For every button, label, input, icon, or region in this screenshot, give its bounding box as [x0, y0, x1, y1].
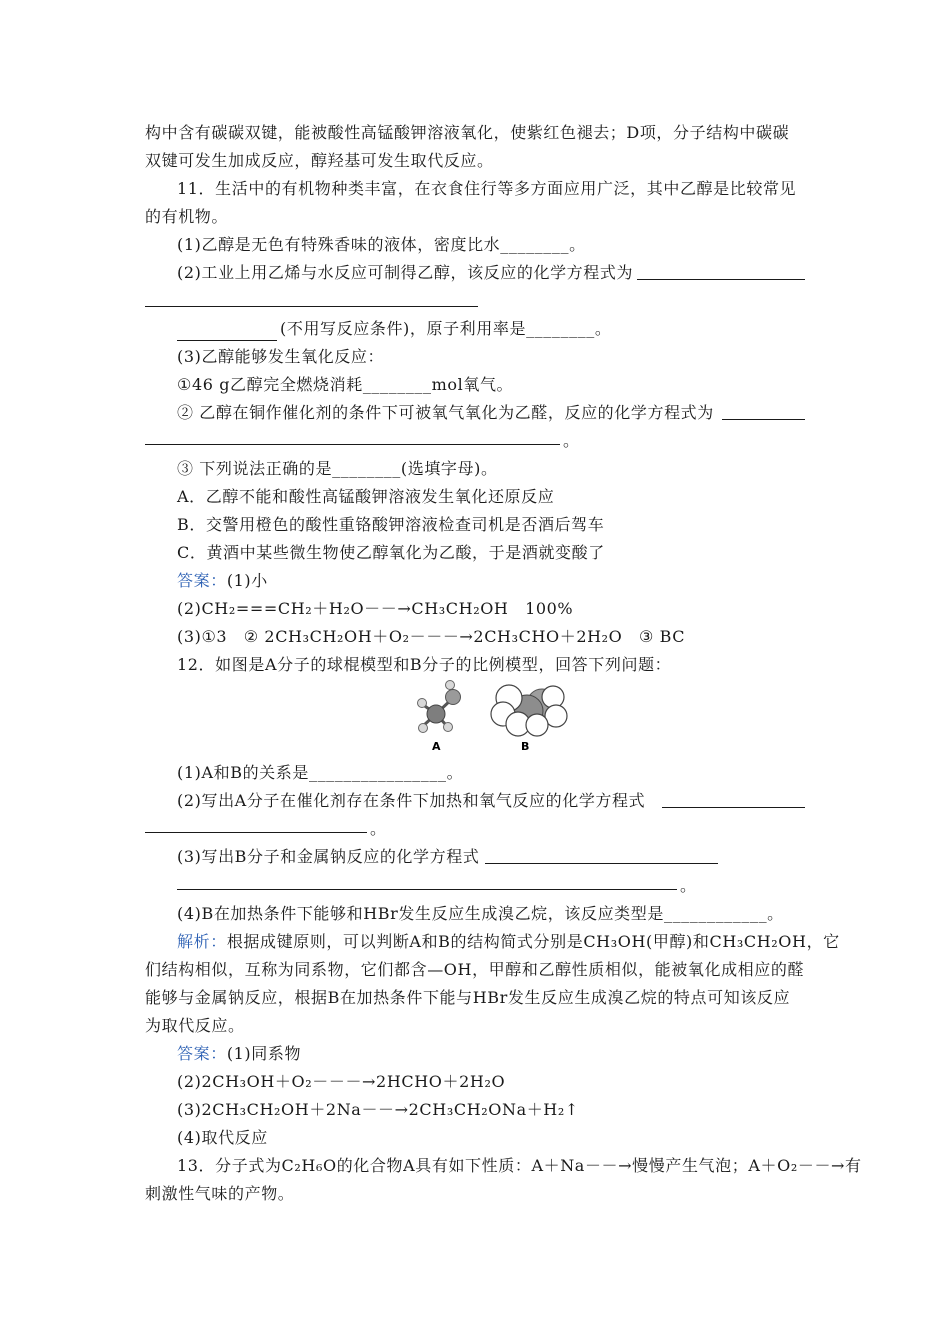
answer-blank-line — [177, 889, 677, 890]
question-12-part-3: (3)写出B分子和金属钠反应的化学方程式 — [177, 847, 480, 866]
answer-blank-line — [177, 340, 277, 341]
question-12-stem: 12．如图是A分子的球棍模型和B分子的比例模型，回答下列问题： — [177, 655, 672, 674]
answer-blank-line — [722, 419, 805, 420]
figure-label-b: B — [521, 740, 530, 753]
period-mark: 。 — [370, 819, 387, 838]
question-12-part-4: (4)B在加热条件下能够和HBr发生反应生成溴乙烷，该反应类型是____________。 — [177, 904, 784, 923]
question-12-part-2: (2)写出A分子在催化剂存在条件下加热和氧气反应的化学方程式 — [177, 791, 646, 810]
answer-label: 答案： — [177, 1044, 227, 1063]
analysis-label: 解析： — [177, 932, 227, 951]
question-11-part-2-cont: (不用写反应条件)，原子利用率是________。 — [280, 319, 612, 338]
answer-label: 答案： — [177, 571, 227, 590]
analysis-line-2: 们结构相似，互称为同系物，它们都含—OH，甲醇和乙醇性质相似，能被氧化成相应的醛 — [145, 960, 805, 979]
question-11-part-3: (3)乙醇能够发生氧化反应： — [177, 347, 385, 366]
answer-blank-line — [145, 832, 367, 833]
question-11-part-3-sub-3: ③ 下列说法正确的是________(选填字母)。 — [177, 459, 498, 478]
answer-12-line-3: (3)2CH₃CH₂OH＋2Na－－→2CH₃CH₂ONa＋H₂↑ — [177, 1100, 579, 1119]
question-13-stem-cont: 刺激性气味的产物。 — [145, 1184, 295, 1203]
option-c: C．黄酒中某些微生物使乙醇氧化为乙酸，于是酒就变酸了 — [177, 543, 605, 562]
answer-11-line-2: (2)CH₂===CH₂＋H₂O－－→CH₃CH₂OH 100% — [177, 599, 574, 618]
analysis-line-1 — [177, 931, 840, 953]
answer-12-line-4: (4)取代反应 — [177, 1128, 268, 1147]
question-11-part-3-sub-2: ② 乙醇在铜作催化剂的条件下可被氧气氧化为乙醛，反应的化学方程式为 — [177, 403, 714, 422]
ball-and-stick-model-a — [418, 681, 461, 733]
question-11-part-3-sub-1: ①46 g乙醇完全燃烧消耗________mol氧气。 — [177, 375, 514, 394]
period-mark: 。 — [680, 876, 697, 895]
molecule-models-figure — [405, 680, 585, 756]
answer-blank-line — [145, 306, 478, 307]
answer-blank-line — [485, 863, 718, 864]
option-a: A．乙醇不能和酸性高锰酸钾溶液发生氧化还原反应 — [177, 487, 555, 506]
answer-12-line-2: (2)2CH₃OH＋O₂－－－→2HCHO＋2H₂O — [177, 1072, 506, 1091]
question-12-part-1: (1)A和B的关系是________________。 — [177, 763, 464, 782]
question-11-part-2: (2)工业上用乙烯与水反应可制得乙醇，该反应的化学方程式为 — [177, 263, 634, 282]
answer-blank-line — [637, 279, 805, 280]
space-filling-model-b — [491, 685, 567, 736]
answer-blank-line — [145, 444, 560, 445]
answer-text: (1)同系物 — [226, 1044, 302, 1063]
answer-11-line-1 — [177, 570, 268, 592]
question-11-part-1: (1)乙醇是无色有特殊香味的液体，密度比水________。 — [177, 235, 586, 254]
question-11-stem-cont: 的有机物。 — [145, 207, 229, 226]
figure-label-a: A — [432, 740, 441, 753]
option-b: B．交警用橙色的酸性重铬酸钾溶液检查司机是否酒后驾车 — [177, 515, 605, 534]
analysis-line-4: 为取代反应。 — [145, 1016, 245, 1035]
question-11-stem: 11．生活中的有机物种类丰富，在衣食住行等多方面应用广泛，其中乙醇是比较常见 — [177, 179, 797, 198]
answer-blank-line — [662, 807, 805, 808]
analysis-text: 根据成键原则，可以判断A和B的结构简式分别是CH₃OH(甲醇)和CH₃CH₂OH，它 — [226, 932, 840, 951]
answer-text: (1)小 — [226, 571, 268, 590]
period-mark: 。 — [563, 431, 580, 450]
question-13-stem: 13．分子式为C₂H₆O的化合物A具有如下性质：A＋Na－－→慢慢产生气泡；A＋O₂－－→有 — [177, 1156, 862, 1175]
text-line: 构中含有碳碳双键，能被酸性高锰酸钾溶液氧化，使紫红色褪去；D项，分子结构中碳碳 — [145, 123, 790, 142]
answer-11-line-3: (3)①3 ② 2CH₃CH₂OH＋O₂－－－→2CH₃CHO＋2H₂O ③ BC — [177, 627, 686, 646]
analysis-line-3: 能够与金属钠反应，根据B在加热条件下能与HBr发生反应生成溴乙烷的特点可知该反应 — [145, 988, 791, 1007]
answer-12-line-1 — [177, 1043, 301, 1065]
text-line: 双键可发生加成反应，醇羟基可发生取代反应。 — [145, 151, 494, 170]
